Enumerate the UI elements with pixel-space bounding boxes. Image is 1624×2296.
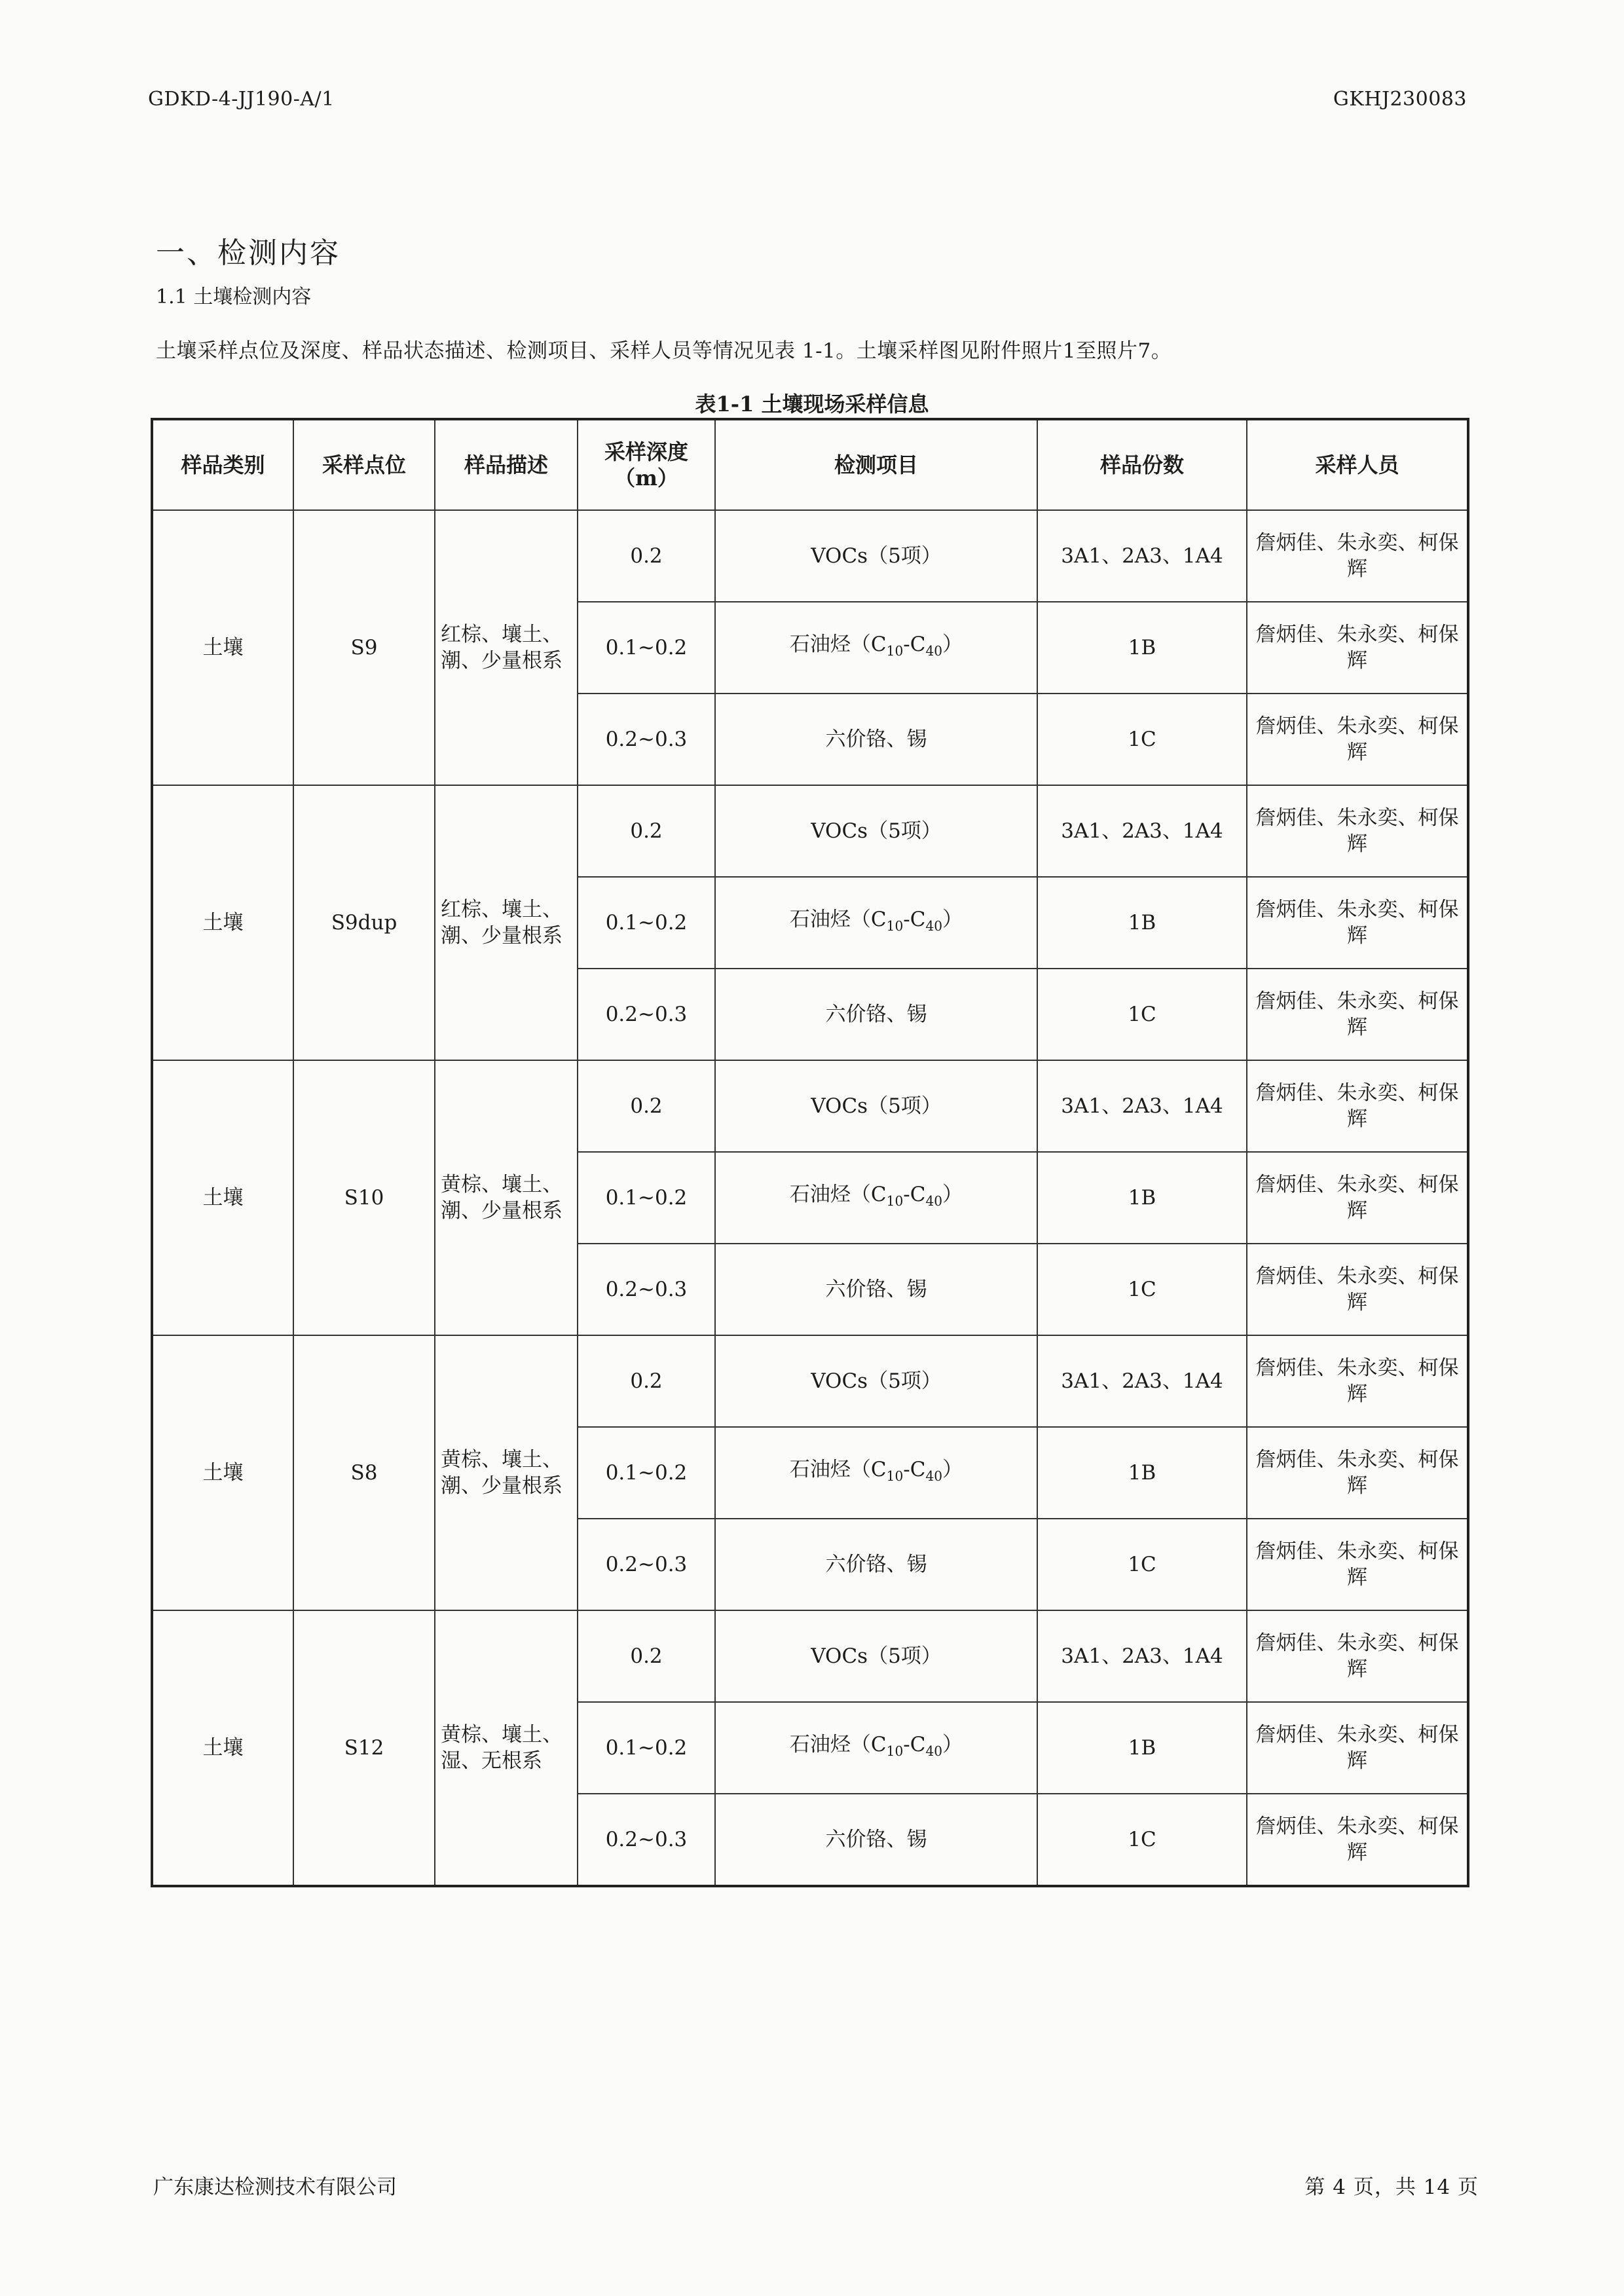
header-sampling-depth: 采样深度（m）: [578, 419, 715, 510]
cell-sampling-depth: 0.2~0.3: [578, 1519, 715, 1610]
cell-test-item: 石油烃$(C_{10}-C_{40})$: [715, 602, 1037, 694]
subsection-title: 1.1 土壤检测内容: [156, 286, 312, 308]
header-sampling-point: 采样点位: [293, 419, 435, 510]
cell-sampler: 詹炳佳、朱永奕、柯保辉: [1247, 1244, 1468, 1335]
cell-sample-count: 3A1、2A3、1A4: [1037, 1335, 1247, 1427]
table-row: [152, 1335, 1468, 1427]
cell-sampler: 詹炳佳、朱永奕、柯保辉: [1247, 694, 1468, 785]
table-body: [152, 510, 1468, 1886]
cell-sample-description: 黄棕、壤土、湿、无根系: [435, 1610, 578, 1886]
cell-sampling-depth: 0.2~0.3: [578, 1244, 715, 1335]
cell-sampling-depth: 0.1~0.2: [578, 1702, 715, 1794]
cell-sampler: 詹炳佳、朱永奕、柯保辉: [1247, 1335, 1468, 1427]
table-header-row: [152, 419, 1468, 510]
cell-sampling-depth: 0.2~0.3: [578, 694, 715, 785]
cell-sampler: 詹炳佳、朱永奕、柯保辉: [1247, 1427, 1468, 1519]
cell-sampling-depth: 0.2~0.3: [578, 969, 715, 1060]
cell-sample-type: 土壤: [152, 1610, 293, 1886]
cell-sampling-depth: 0.1~0.2: [578, 602, 715, 694]
cell-sample-count: 3A1、2A3、1A4: [1037, 510, 1247, 602]
cell-sampler: 詹炳佳、朱永奕、柯保辉: [1247, 877, 1468, 969]
cell-sampler: 詹炳佳、朱永奕、柯保辉: [1247, 602, 1468, 694]
cell-sampler: 詹炳佳、朱永奕、柯保辉: [1247, 1794, 1468, 1886]
cell-sampler: 詹炳佳、朱永奕、柯保辉: [1247, 1702, 1468, 1794]
intro-paragraph: 土壤采样点位及深度、样品状态描述、检测项目、采样人员等情况见表 1-1。土壤采样图见附件照片1至照片7。: [156, 339, 1172, 363]
cell-sampling-depth: 0.2: [578, 1335, 715, 1427]
cell-sample-count: 1C: [1037, 1794, 1247, 1886]
cell-sampler: 詹炳佳、朱永奕、柯保辉: [1247, 785, 1468, 877]
cell-sample-count: 1B: [1037, 1152, 1247, 1244]
cell-sampling-depth: 0.2: [578, 1610, 715, 1702]
cell-sampling-depth: 0.1~0.2: [578, 1427, 715, 1519]
cell-sampler: 詹炳佳、朱永奕、柯保辉: [1247, 1060, 1468, 1152]
cell-sampling-depth: 0.2: [578, 1060, 715, 1152]
header-sample-count: 样品份数: [1037, 419, 1247, 510]
cell-test-item: VOCs（5项）: [715, 785, 1037, 877]
cell-sample-count: 3A1、2A3、1A4: [1037, 1610, 1247, 1702]
cell-sample-type: 土壤: [152, 510, 293, 785]
cell-sampling-point: S8: [293, 1335, 435, 1610]
cell-sample-description: 黄棕、壤土、潮、少量根系: [435, 1060, 578, 1335]
cell-test-item: 石油烃$(C_{10}-C_{40})$: [715, 1427, 1037, 1519]
cell-sampler: 詹炳佳、朱永奕、柯保辉: [1247, 969, 1468, 1060]
sampling-info-table: [151, 418, 1469, 1887]
footer-company: 广东康达检测技术有限公司: [153, 2176, 397, 2199]
cell-sample-description: 红棕、壤土、潮、少量根系: [435, 510, 578, 785]
cell-sample-count: 3A1、2A3、1A4: [1037, 1060, 1247, 1152]
cell-test-item: VOCs（5项）: [715, 1610, 1037, 1702]
cell-test-item: 石油烃$(C_{10}-C_{40})$: [715, 1702, 1037, 1794]
cell-sample-count: 1B: [1037, 602, 1247, 694]
cell-test-item: VOCs（5项）: [715, 510, 1037, 602]
header-sample-type: 样品类别: [152, 419, 293, 510]
document-code: GDKD-4-JJ190-A/1: [148, 88, 335, 111]
header-sample-description: 样品描述: [435, 419, 578, 510]
table-caption: 表1-1 土壤现场采样信息: [695, 392, 929, 417]
cell-sampling-depth: 0.2~0.3: [578, 1794, 715, 1886]
cell-sample-type: 土壤: [152, 785, 293, 1060]
cell-sampler: 詹炳佳、朱永奕、柯保辉: [1247, 1152, 1468, 1244]
cell-test-item: 石油烃$(C_{10}-C_{40})$: [715, 1152, 1037, 1244]
cell-sample-count: 1C: [1037, 1244, 1247, 1335]
cell-sample-description: 红棕、壤土、潮、少量根系: [435, 785, 578, 1060]
cell-sample-count: 3A1、2A3、1A4: [1037, 785, 1247, 877]
cell-sampling-point: S9dup: [293, 785, 435, 1060]
cell-sampling-point: S9: [293, 510, 435, 785]
cell-sampling-depth: 0.2: [578, 785, 715, 877]
cell-test-item: 六价铬、锡: [715, 1794, 1037, 1886]
cell-sample-type: 土壤: [152, 1060, 293, 1335]
table-row: [152, 1610, 1468, 1702]
cell-sampling-point: S10: [293, 1060, 435, 1335]
cell-test-item: 六价铬、锡: [715, 694, 1037, 785]
table-row: [152, 510, 1468, 602]
header-sampler: 采样人员: [1247, 419, 1468, 510]
cell-test-item: VOCs（5项）: [715, 1060, 1037, 1152]
section-title: 一、检测内容: [156, 236, 341, 270]
cell-sampling-depth: 0.2: [578, 510, 715, 602]
header-test-item: 检测项目: [715, 419, 1037, 510]
cell-sampler: 詹炳佳、朱永奕、柯保辉: [1247, 510, 1468, 602]
cell-sample-count: 1B: [1037, 877, 1247, 969]
table-row: [152, 785, 1468, 877]
cell-sample-count: 1C: [1037, 969, 1247, 1060]
cell-sampling-point: S12: [293, 1610, 435, 1886]
cell-sample-count: 1B: [1037, 1702, 1247, 1794]
cell-test-item: 六价铬、锡: [715, 969, 1037, 1060]
cell-test-item: 六价铬、锡: [715, 1519, 1037, 1610]
table-row: [152, 1060, 1468, 1152]
cell-test-item: 六价铬、锡: [715, 1244, 1037, 1335]
cell-sample-count: 1C: [1037, 1519, 1247, 1610]
cell-test-item: VOCs（5项）: [715, 1335, 1037, 1427]
cell-sampling-depth: 0.1~0.2: [578, 1152, 715, 1244]
cell-sampling-depth: 0.1~0.2: [578, 877, 715, 969]
cell-test-item: 石油烃$(C_{10}-C_{40})$: [715, 877, 1037, 969]
cell-sample-description: 黄棕、壤土、潮、少量根系: [435, 1335, 578, 1610]
cell-sample-count: 1C: [1037, 694, 1247, 785]
cell-sample-count: 1B: [1037, 1427, 1247, 1519]
footer-page-info: 第 4 页，共 14 页: [1304, 2176, 1479, 2199]
cell-sampler: 詹炳佳、朱永奕、柯保辉: [1247, 1519, 1468, 1610]
cell-sample-type: 土壤: [152, 1335, 293, 1610]
report-number: GKHJ230083: [1333, 88, 1467, 111]
cell-sampler: 詹炳佳、朱永奕、柯保辉: [1247, 1610, 1468, 1702]
